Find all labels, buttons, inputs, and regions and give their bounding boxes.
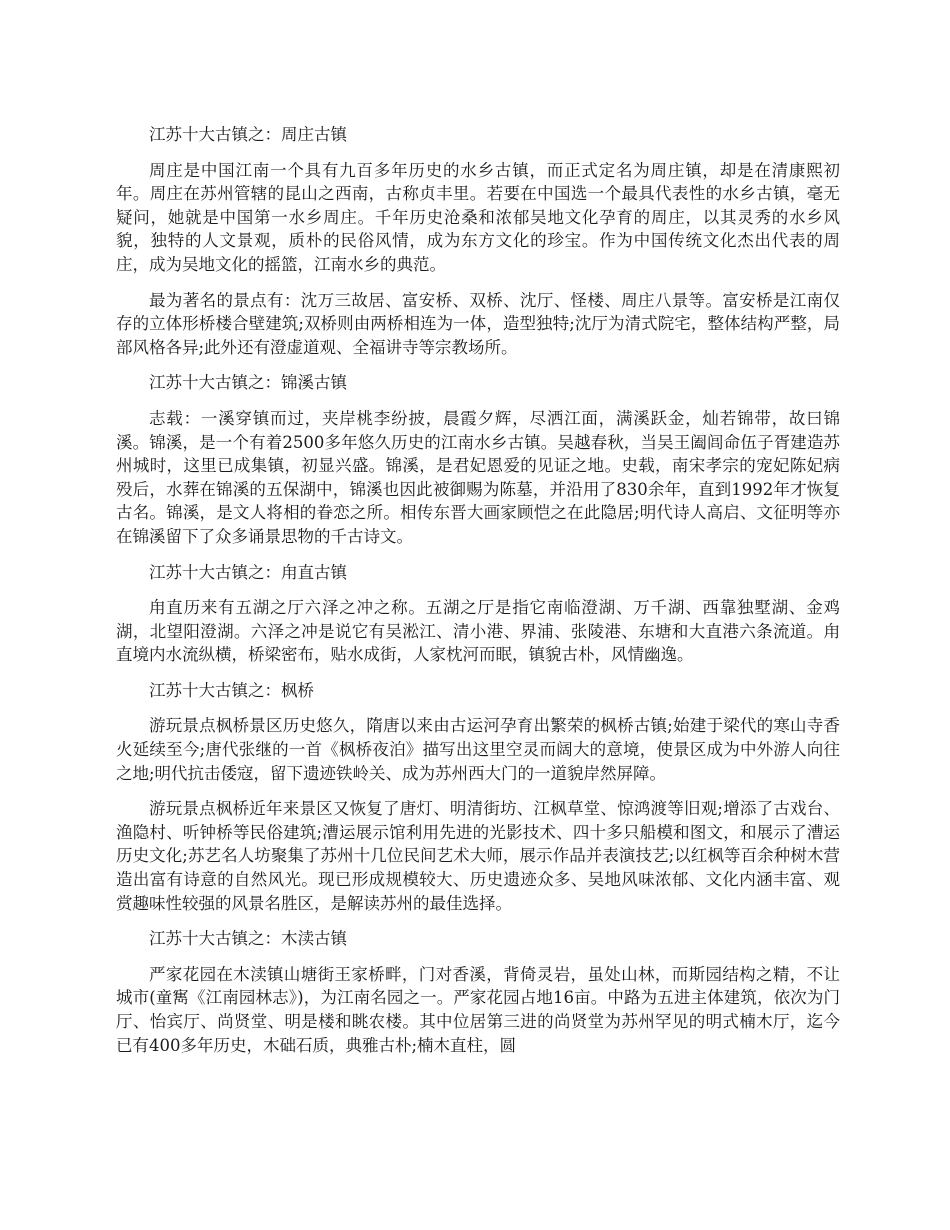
section-heading-fengqiao: 江苏十大古镇之：枫桥 xyxy=(149,680,314,700)
paragraph-fengqiao-history: 游玩景点枫桥景区历史悠久，隋唐以来由古运河孕育出繁荣的枫桥古镇;始建于梁代的寒山寺香火延续至今;唐代张继的一首《枫桥夜泊》描写出这里空灵而阔大的意境，使景区成为中外游人向往之地;明代抗击倭寇，留下遗迹铁岭关、成为苏州西大门的一道貌岸然屏障。 xyxy=(116,716,840,783)
section-heading-mudu: 江苏十大古镇之：木渎古镇 xyxy=(149,929,347,949)
section-heading-jinxi: 江苏十大古镇之：锦溪古镇 xyxy=(149,373,347,393)
section-heading-luzhi: 江苏十大古镇之：甪直古镇 xyxy=(149,562,347,582)
paragraph-luzhi: 甪直历来有五湖之厅六泽之冲之称。五湖之厅是指它南临澄湖、万千湖、西靠独墅湖、金鸡湖，北望阳澄湖。六泽之冲是说它有吴淞江、清小港、界浦、张陵港、东塘和大直港六条流道。甪直境内水流纵横，桥梁密布，贴水成街，人家枕河而眠，镇貌古朴，风情幽逸。 xyxy=(116,598,840,665)
section-heading-zhouzhuang: 江苏十大古镇之：周庄古镇 xyxy=(149,125,347,144)
paragraph-jinxi: 志载：一溪穿镇而过，夹岸桃李纷披，晨霞夕辉，尽洒江面，满溪跃金，灿若锦带，故曰锦溪。锦溪，是一个有着2500多年悠久历史的江南水乡古镇。吴越春秋，当吴王阖闾命伍子胥建造苏州城时，这里已成集镇，初显兴盛。锦溪，是君妃恩爱的见证之地。史载，南宋孝宗的宠妃陈妃病殁后，水葬在锦溪的五保湖中，锦溪也因此被御赐为陈墓，并沿用了830余年，直到1992年才恢复古名。锦溪，是文人将相的眷恋之所。相传东晋大画家顾恺之在此隐居;明代诗人高启、文征明等亦在锦溪留下了众多诵景思物的千古诗文。 xyxy=(116,408,840,546)
paragraph-zhouzhuang-sights: 最为著名的景点有：沈万三故居、富安桥、双桥、沈厅、怪楼、周庄八景等。富安桥是江南仅存的立体形桥楼合壁建筑;双桥则由两桥相连为一体，造型独特;沈厅为清式院宅，整体结构严整，局部风格各异;此外还有澄虚道观、全福讲寺等宗教场所。 xyxy=(116,290,840,357)
paragraph-mudu-garden: 严家花园在木渎镇山塘街王家桥畔，门对香溪，背倚灵岩，虽处山林，而斯园结构之精，不让城市(童寯《江南园林志》)，为江南名园之一。严家花园占地16亩。中路为五进主体建筑，依次为门厅、怡宾厅、尚贤堂、明是楼和眺农楼。其中位居第三进的尚贤堂为苏州罕见的明式楠木厅，迄今已有400多年历史，木础石质，典雅古朴;楠木直柱，圆 xyxy=(116,964,840,1055)
document-body xyxy=(116,123,840,1069)
paragraph-zhouzhuang-intro: 周庄是中国江南一个具有九百多年历史的水乡古镇，而正式定名为周庄镇，却是在清康熙初年。周庄在苏州管辖的昆山之西南，古称贞丰里。若要在中国选一个最具代表性的水乡古镇，毫无疑问，她就是中国第一水乡周庄。千年历史沧桑和浓郁吴地文化孕育的周庄，以其灵秀的水乡风貌，独特的人文景观，质朴的民俗风情，成为东方文化的珍宝。作为中国传统文化杰出代表的周庄，成为吴地文化的摇篮，江南水乡的典范。 xyxy=(116,160,840,274)
paragraph-fengqiao-restoration: 游玩景点枫桥近年来景区又恢复了唐灯、明清街坊、江枫草堂、惊鸿渡等旧观;增添了古戏台、渔隐村、听钟桥等民俗建筑;漕运展示馆利用先进的光影技术、四十多只船模和图文，和展示了漕运历史文化;苏艺名人坊聚集了苏州十几位民间艺术大师，展示作品并表演技艺;以红枫等百余种树木营造出富有诗意的自然风光。现已形成规模较大、历史遗迹众多、吴地风味浓郁、文化内涵丰富、观赏趣味性较强的风景名胜区，是解读苏州的最佳选择。 xyxy=(116,799,840,913)
